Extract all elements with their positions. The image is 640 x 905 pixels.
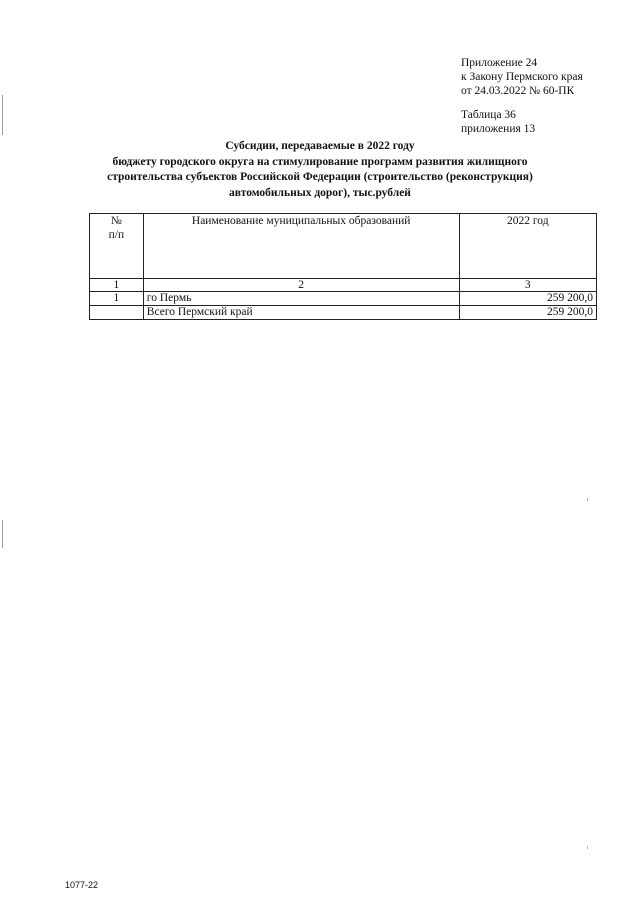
row-value-cell: 259 200,0 — [459, 292, 596, 306]
scan-edge-mark — [2, 95, 3, 135]
appendix-number: Приложение 24 — [461, 57, 538, 69]
header-name-cell: Наименование муниципальных образований — [143, 214, 459, 279]
table-total-row — [90, 306, 597, 320]
table-header-row — [90, 214, 597, 279]
appendix-header — [461, 56, 583, 98]
footer-document-code: 1077-22 — [65, 880, 99, 890]
row-name-cell: Всего Пермский край — [143, 306, 459, 320]
row-num-cell: 1 — [90, 292, 144, 306]
column-index-cell: 2 — [143, 279, 459, 292]
row-value-cell: 259 200,0 — [459, 306, 596, 320]
header-num-line1: № — [110, 215, 122, 227]
scan-edge-mark — [2, 520, 3, 548]
subsidy-table — [89, 213, 597, 320]
scan-speck — [587, 846, 588, 849]
title-line-3: строительства субъектов Российской Федерации (строительство (реконструкция) — [107, 171, 533, 183]
table-number: Таблица 36 — [461, 109, 516, 121]
column-index-cell: 3 — [459, 279, 596, 292]
appendix-law-date: от 24.03.2022 № 60-ПК — [461, 85, 575, 97]
title-line-4: автомобильных дорог), тыс.рублей — [229, 186, 411, 199]
header-num-cell — [90, 214, 144, 279]
document-title — [100, 139, 540, 201]
row-name-cell: го Пермь — [143, 292, 459, 306]
title-line-1: Субсидии, передаваемые в 2022 году — [225, 140, 415, 152]
row-num-cell — [90, 306, 144, 320]
header-num-line2: п/п — [108, 229, 125, 241]
table-row — [90, 292, 597, 306]
header-year-cell: 2022 год — [459, 214, 596, 279]
column-index-row — [90, 279, 597, 292]
table-appendix-ref: приложения 13 — [461, 123, 536, 135]
appendix-law-ref: к Закону Пермского края — [461, 71, 583, 83]
column-index-cell: 1 — [90, 279, 144, 292]
title-line-2: бюджету городского округа на стимулирование программ развития жилищного — [112, 155, 528, 168]
table-reference — [461, 108, 535, 136]
scan-speck — [587, 498, 588, 501]
